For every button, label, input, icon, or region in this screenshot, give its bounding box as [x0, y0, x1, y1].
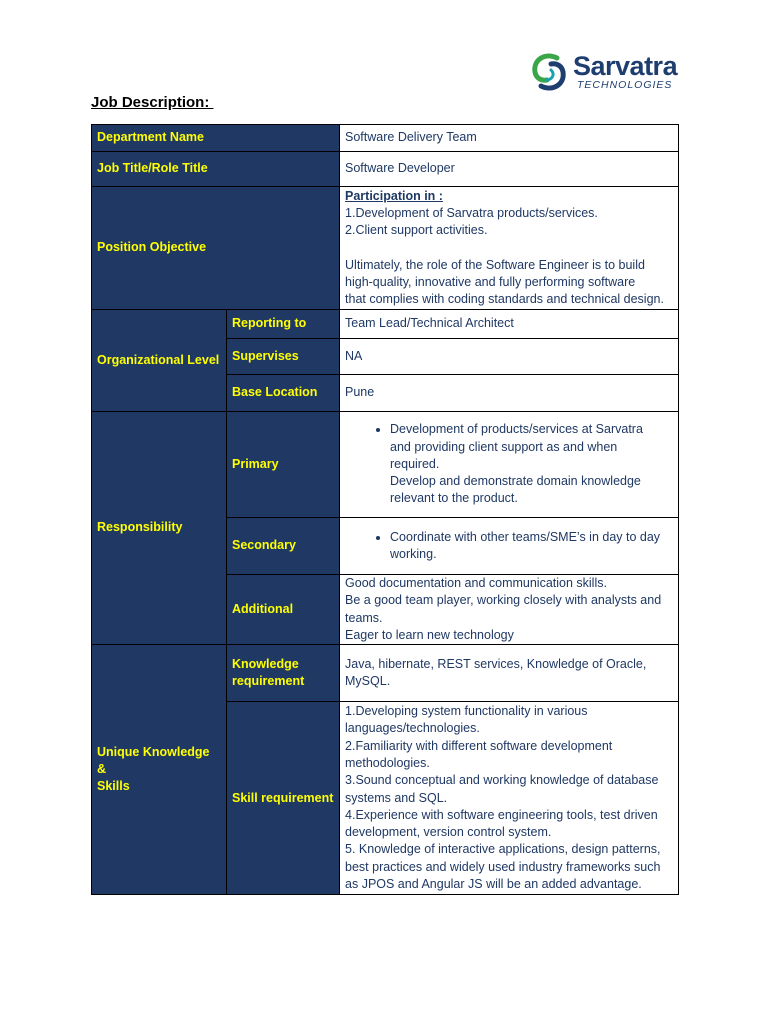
- knowledge-line: MySQL.: [345, 674, 391, 689]
- skill-line: 1.Developing system functionality in various: [345, 704, 588, 719]
- table-row: [92, 645, 679, 702]
- objective-para-line: Ultimately, the role of the Software Engineer is to build: [345, 257, 645, 272]
- list-item: [390, 421, 673, 507]
- skill-line: methodologies.: [345, 755, 430, 770]
- base-location-value: Pune: [340, 375, 679, 412]
- logo-name: Sarvatra: [573, 51, 678, 81]
- table-row: [92, 187, 679, 310]
- skill-requirement-label: Skill requirement: [227, 702, 340, 895]
- skill-line: languages/technologies.: [345, 721, 480, 736]
- knowledge-label-line: requirement: [232, 674, 305, 689]
- job-description-table: [91, 124, 679, 895]
- additional-line: Be a good team player, working closely with analysts and: [345, 593, 662, 608]
- knowledge-skills-label-line: Skills: [97, 779, 130, 794]
- objective-heading: Participation in :: [345, 188, 443, 203]
- skill-line: best practices and widely used industry frameworks such: [345, 859, 661, 874]
- additional-line: teams.: [345, 610, 383, 625]
- position-objective-value: [340, 187, 679, 310]
- table-row: [92, 412, 679, 518]
- skill-line: 4.Experience with software engineering tools, test driven: [345, 807, 658, 822]
- objective-para-line: that complies with coding standards and technical design.: [345, 292, 664, 307]
- skill-line: 5. Knowledge of interactive applications, design patterns,: [345, 842, 661, 857]
- primary-line: relevant to the product.: [390, 491, 518, 506]
- knowledge-skills-label: [92, 645, 227, 895]
- position-objective-label: Position Objective: [92, 187, 340, 310]
- objective-line: 1.Development of Sarvatra products/services.: [345, 205, 598, 220]
- knowledge-requirement-label: [227, 645, 340, 702]
- responsibility-label: Responsibility: [92, 412, 227, 645]
- skill-line: development, version control system.: [345, 825, 552, 840]
- department-label: Department Name: [92, 125, 340, 152]
- additional-label: Additional: [227, 575, 340, 645]
- logo-swirl-icon: [527, 50, 571, 94]
- knowledge-requirement-value: [340, 645, 679, 702]
- job-title-value: Software Developer: [340, 152, 679, 187]
- table-row: [92, 310, 679, 339]
- objective-para-line: high-quality, innovative and fully performing software: [345, 274, 636, 289]
- secondary-line: working.: [390, 547, 437, 561]
- department-value: Software Delivery Team: [340, 125, 679, 152]
- primary-line: required.: [390, 456, 440, 471]
- secondary-line: • Coordinate with other teams/SME’s in day to day: [390, 529, 661, 544]
- skill-line: systems and SQL.: [345, 790, 448, 805]
- skill-requirement-value: [340, 702, 679, 895]
- primary-line: Develop and demonstrate domain knowledge: [390, 474, 641, 489]
- secondary-value: [340, 518, 679, 575]
- base-location-label: Base Location: [227, 375, 340, 412]
- logo-subtitle: TECHNOLOGIES: [577, 79, 673, 91]
- primary-value: [340, 412, 679, 518]
- additional-line: Eager to learn new technology: [345, 627, 514, 642]
- list-item: [390, 529, 673, 564]
- skill-line: 2.Familiarity with different software development: [345, 738, 613, 753]
- supervises-label: Supervises: [227, 339, 340, 375]
- additional-line: Good documentation and communication skills.: [345, 576, 607, 590]
- table-row: [92, 152, 679, 187]
- primary-line: • Development of products/services at Sarvatra: [390, 422, 643, 437]
- primary-list: [345, 421, 673, 507]
- knowledge-skills-label-line: Unique Knowledge &: [97, 744, 210, 777]
- secondary-list: [345, 529, 673, 564]
- primary-label: Primary: [227, 412, 340, 518]
- reporting-to-label: Reporting to: [227, 310, 340, 339]
- objective-line: 2.Client support activities.: [345, 223, 488, 238]
- primary-line: and providing client support as and when: [390, 439, 618, 454]
- job-title-label: Job Title/Role Title: [92, 152, 340, 187]
- knowledge-line: Java, hibernate, REST services, Knowledge of Oracle,: [345, 656, 647, 671]
- knowledge-label-line: Knowledge: [232, 656, 299, 671]
- organizational-level-label: Organizational Level: [92, 310, 227, 412]
- secondary-label: Secondary: [227, 518, 340, 575]
- supervises-value: NA: [340, 339, 679, 375]
- skill-line: as JPOS and Angular JS will be an added advantage.: [345, 877, 642, 892]
- additional-value: [340, 575, 679, 645]
- table-row: [92, 125, 679, 152]
- document-title: Job Description:: [91, 94, 214, 111]
- skill-line: 3.Sound conceptual and working knowledge of database: [345, 773, 659, 788]
- company-logo: [527, 50, 687, 94]
- reporting-to-value: Team Lead/Technical Architect: [340, 310, 679, 339]
